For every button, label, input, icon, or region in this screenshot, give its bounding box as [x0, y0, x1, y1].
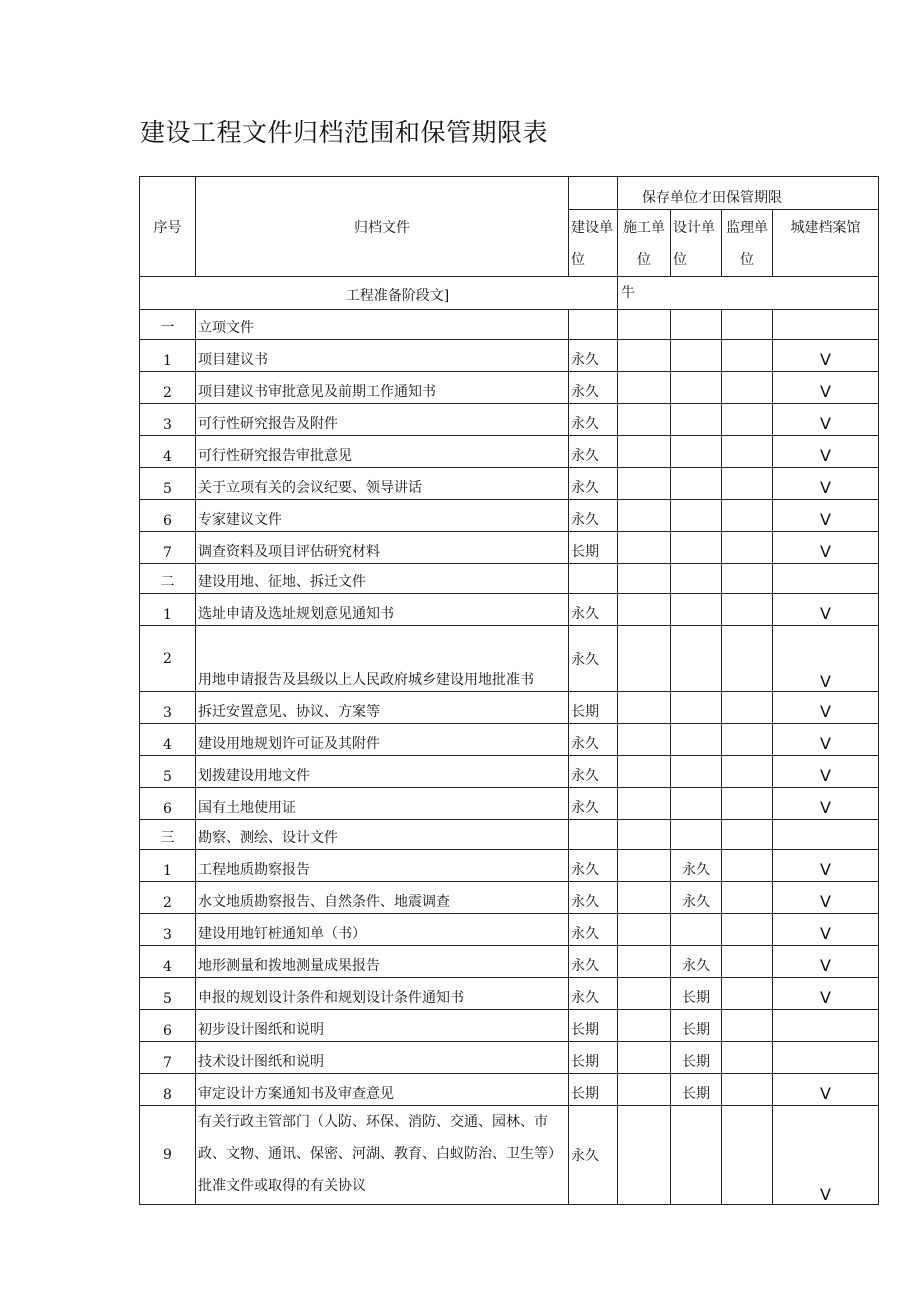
row-number: 2: [140, 372, 196, 404]
archive-check: V: [773, 468, 879, 500]
supervise-unit-period: [722, 1106, 773, 1205]
construct-unit-period: [618, 626, 671, 692]
design-unit-period: [671, 404, 722, 436]
construct-unit-period: [618, 724, 671, 756]
construct-unit-period: [618, 404, 671, 436]
empty-cell: [671, 564, 722, 594]
build-unit-period: 永久: [569, 500, 618, 532]
design-unit-period: 长期: [671, 1042, 722, 1074]
table-row: [140, 500, 879, 532]
construct-unit-period: [618, 1106, 671, 1205]
document-name: 专家建议文件: [196, 500, 569, 532]
row-number: 5: [140, 468, 196, 500]
table-row: [140, 724, 879, 756]
construct-unit-period: [618, 1074, 671, 1106]
build-unit-period: 永久: [569, 340, 618, 372]
row-number: 8: [140, 1074, 196, 1106]
construct-unit-period: [618, 788, 671, 820]
section-title: 立项文件: [196, 310, 569, 340]
archive-check: V: [773, 882, 879, 914]
document-name: 拆迁安置意见、协议、方案等: [196, 692, 569, 724]
design-unit-period: 长期: [671, 1074, 722, 1106]
section-title: 建设用地、征地、拆迁文件: [196, 564, 569, 594]
supervise-unit-period: [722, 978, 773, 1010]
archive-check: V: [773, 1074, 879, 1106]
design-unit-period: [671, 724, 722, 756]
table-row: [140, 372, 879, 404]
row-number: 5: [140, 978, 196, 1010]
design-unit-period: [671, 914, 722, 946]
table-row: [140, 468, 879, 500]
header-design: 设计单位: [671, 210, 722, 277]
supervise-unit-period: [722, 340, 773, 372]
header-doc: 归档文件: [196, 177, 569, 277]
construct-unit-period: [618, 1042, 671, 1074]
design-unit-period: 长期: [671, 1010, 722, 1042]
row-number: 4: [140, 946, 196, 978]
document-name: 项目建议书: [196, 340, 569, 372]
build-unit-period: 永久: [569, 594, 618, 626]
archive-check: V: [773, 626, 879, 692]
construct-unit-period: [618, 594, 671, 626]
construct-unit-period: [618, 468, 671, 500]
supervise-unit-period: [722, 532, 773, 564]
construct-unit-period: [618, 946, 671, 978]
table-row: [140, 850, 879, 882]
row-number: 5: [140, 756, 196, 788]
document-name: 工程地质勘察报告: [196, 850, 569, 882]
document-name: 关于立项有关的会议纪要、领导讲话: [196, 468, 569, 500]
empty-cell: [618, 820, 671, 850]
build-unit-period: 永久: [569, 788, 618, 820]
archive-check: V: [773, 1106, 879, 1205]
header-group: 保存单位才田保管期限: [618, 177, 879, 210]
header-empty: [569, 177, 618, 210]
table-row: [140, 594, 879, 626]
row-number: 6: [140, 1010, 196, 1042]
archive-check: [773, 1010, 879, 1042]
build-unit-period: 永久: [569, 946, 618, 978]
archive-check: [773, 1042, 879, 1074]
design-unit-period: [671, 692, 722, 724]
row-number: 6: [140, 500, 196, 532]
supervise-unit-period: [722, 1074, 773, 1106]
build-unit-period: 永久: [569, 626, 618, 692]
table-row: [140, 978, 879, 1010]
row-number: 1: [140, 340, 196, 372]
build-unit-period: 长期: [569, 1010, 618, 1042]
design-unit-period: [671, 340, 722, 372]
section-row: [140, 564, 879, 594]
build-unit-period: 永久: [569, 468, 618, 500]
build-unit-period: 长期: [569, 532, 618, 564]
document-name: 有关行政主管部门（人防、环保、消防、交通、园林、市政、文物、通讯、保密、河湖、教育、白蚁防治、卫生等）批准文件或取得的有关协议: [196, 1106, 569, 1205]
row-number: 4: [140, 436, 196, 468]
table-row: [140, 756, 879, 788]
empty-cell: [671, 310, 722, 340]
design-unit-period: [671, 626, 722, 692]
table-row: [140, 692, 879, 724]
construct-unit-period: [618, 692, 671, 724]
empty-cell: [722, 820, 773, 850]
supervise-unit-period: [722, 724, 773, 756]
empty-cell: [722, 564, 773, 594]
build-unit-period: 永久: [569, 882, 618, 914]
supervise-unit-period: [722, 756, 773, 788]
design-unit-period: [671, 500, 722, 532]
supervise-unit-period: [722, 626, 773, 692]
archive-check: V: [773, 594, 879, 626]
document-name: 初步设计图纸和说明: [196, 1010, 569, 1042]
archive-table: [139, 176, 879, 1205]
table-row: [140, 1106, 879, 1205]
stage-row: [140, 277, 879, 310]
stage-extra: 牛: [618, 277, 879, 310]
header-seq: 序号: [140, 177, 196, 277]
archive-check: V: [773, 692, 879, 724]
construct-unit-period: [618, 500, 671, 532]
archive-check: V: [773, 340, 879, 372]
table-row: [140, 788, 879, 820]
archive-check: V: [773, 500, 879, 532]
table-row: [140, 1010, 879, 1042]
document-name: 审定设计方案通知书及审查意见: [196, 1074, 569, 1106]
archive-check: V: [773, 914, 879, 946]
document-name: 选址申请及选址规划意见通知书: [196, 594, 569, 626]
table-row: [140, 626, 879, 692]
supervise-unit-period: [722, 850, 773, 882]
empty-cell: [671, 820, 722, 850]
construct-unit-period: [618, 532, 671, 564]
build-unit-period: 长期: [569, 692, 618, 724]
design-unit-period: [671, 372, 722, 404]
build-unit-period: 永久: [569, 850, 618, 882]
supervise-unit-period: [722, 788, 773, 820]
archive-check: V: [773, 850, 879, 882]
supervise-unit-period: [722, 468, 773, 500]
supervise-unit-period: [722, 914, 773, 946]
archive-check: V: [773, 724, 879, 756]
design-unit-period: [671, 436, 722, 468]
document-name: 建设用地钉桩通知单（书）: [196, 914, 569, 946]
row-number: 4: [140, 724, 196, 756]
table-row: [140, 1042, 879, 1074]
table-row: [140, 946, 879, 978]
section-row: [140, 310, 879, 340]
stage-label: 工程准备阶段文]: [140, 277, 618, 310]
row-number: 1: [140, 594, 196, 626]
document-name: 地形测量和拨地测量成果报告: [196, 946, 569, 978]
header-supervise: 监理单位: [722, 210, 773, 277]
build-unit-period: 永久: [569, 756, 618, 788]
construct-unit-period: [618, 850, 671, 882]
archive-check: V: [773, 372, 879, 404]
design-unit-period: 永久: [671, 850, 722, 882]
row-number: 3: [140, 692, 196, 724]
empty-cell: [722, 310, 773, 340]
empty-cell: [773, 820, 879, 850]
build-unit-period: 永久: [569, 724, 618, 756]
archive-check: V: [773, 946, 879, 978]
section-number: 三: [140, 820, 196, 850]
supervise-unit-period: [722, 946, 773, 978]
table-row: [140, 340, 879, 372]
row-number: 3: [140, 404, 196, 436]
construct-unit-period: [618, 914, 671, 946]
archive-check: V: [773, 788, 879, 820]
document-name: 用地申请报告及县级以上人民政府城乡建设用地批准书: [196, 626, 569, 692]
row-number: 7: [140, 1042, 196, 1074]
header-build: 建设单位: [569, 210, 618, 277]
section-number: 二: [140, 564, 196, 594]
empty-cell: [569, 820, 618, 850]
build-unit-period: 永久: [569, 914, 618, 946]
table-row: [140, 882, 879, 914]
document-name: 项目建议书审批意见及前期工作通知书: [196, 372, 569, 404]
empty-cell: [569, 564, 618, 594]
supervise-unit-period: [722, 1010, 773, 1042]
empty-cell: [618, 564, 671, 594]
construct-unit-period: [618, 756, 671, 788]
table-row: [140, 436, 879, 468]
construct-unit-period: [618, 1010, 671, 1042]
supervise-unit-period: [722, 372, 773, 404]
document-name: 可行性研究报告及附件: [196, 404, 569, 436]
row-number: 3: [140, 914, 196, 946]
header-archive: 城建档案馆: [773, 210, 879, 277]
design-unit-period: [671, 594, 722, 626]
table-row: [140, 1074, 879, 1106]
header-construct: 施工单位: [618, 210, 671, 277]
design-unit-period: [671, 532, 722, 564]
row-number: 2: [140, 882, 196, 914]
archive-check: V: [773, 978, 879, 1010]
archive-check: V: [773, 404, 879, 436]
empty-cell: [773, 310, 879, 340]
document-name: 申报的规划设计条件和规划设计条件通知书: [196, 978, 569, 1010]
design-unit-period: 永久: [671, 946, 722, 978]
empty-cell: [773, 564, 879, 594]
design-unit-period: [671, 468, 722, 500]
supervise-unit-period: [722, 500, 773, 532]
section-title: 勘察、测绘、设计文件: [196, 820, 569, 850]
document-name: 国有土地使用证: [196, 788, 569, 820]
archive-check: V: [773, 436, 879, 468]
supervise-unit-period: [722, 692, 773, 724]
design-unit-period: [671, 788, 722, 820]
table-row: [140, 404, 879, 436]
section-row: [140, 820, 879, 850]
construct-unit-period: [618, 978, 671, 1010]
document-name: 调查资料及项目评估研究材料: [196, 532, 569, 564]
design-unit-period: 永久: [671, 882, 722, 914]
build-unit-period: 长期: [569, 1042, 618, 1074]
row-number: 1: [140, 850, 196, 882]
empty-cell: [618, 310, 671, 340]
build-unit-period: 长期: [569, 1074, 618, 1106]
table-row: [140, 914, 879, 946]
supervise-unit-period: [722, 594, 773, 626]
supervise-unit-period: [722, 882, 773, 914]
archive-check: V: [773, 756, 879, 788]
document-name: 技术设计图纸和说明: [196, 1042, 569, 1074]
build-unit-period: 永久: [569, 1106, 618, 1205]
document-name: 划拨建设用地文件: [196, 756, 569, 788]
empty-cell: [569, 310, 618, 340]
row-number: 6: [140, 788, 196, 820]
design-unit-period: [671, 1106, 722, 1205]
document-name: 水文地质勘察报告、自然条件、地震调查: [196, 882, 569, 914]
document-name: 可行性研究报告审批意见: [196, 436, 569, 468]
supervise-unit-period: [722, 436, 773, 468]
build-unit-period: 永久: [569, 978, 618, 1010]
construct-unit-period: [618, 372, 671, 404]
row-number: 7: [140, 532, 196, 564]
row-number: 2: [140, 626, 196, 692]
design-unit-period: 长期: [671, 978, 722, 1010]
construct-unit-period: [618, 882, 671, 914]
supervise-unit-period: [722, 1042, 773, 1074]
archive-check: V: [773, 532, 879, 564]
design-unit-period: [671, 756, 722, 788]
document-name: 建设用地规划许可证及其附件: [196, 724, 569, 756]
build-unit-period: 永久: [569, 404, 618, 436]
section-number: 一: [140, 310, 196, 340]
supervise-unit-period: [722, 404, 773, 436]
build-unit-period: 永久: [569, 372, 618, 404]
page-title: 建设工程文件归档范围和保管期限表: [140, 118, 549, 147]
construct-unit-period: [618, 436, 671, 468]
build-unit-period: 永久: [569, 436, 618, 468]
table-row: [140, 532, 879, 564]
construct-unit-period: [618, 340, 671, 372]
row-number: 9: [140, 1106, 196, 1205]
